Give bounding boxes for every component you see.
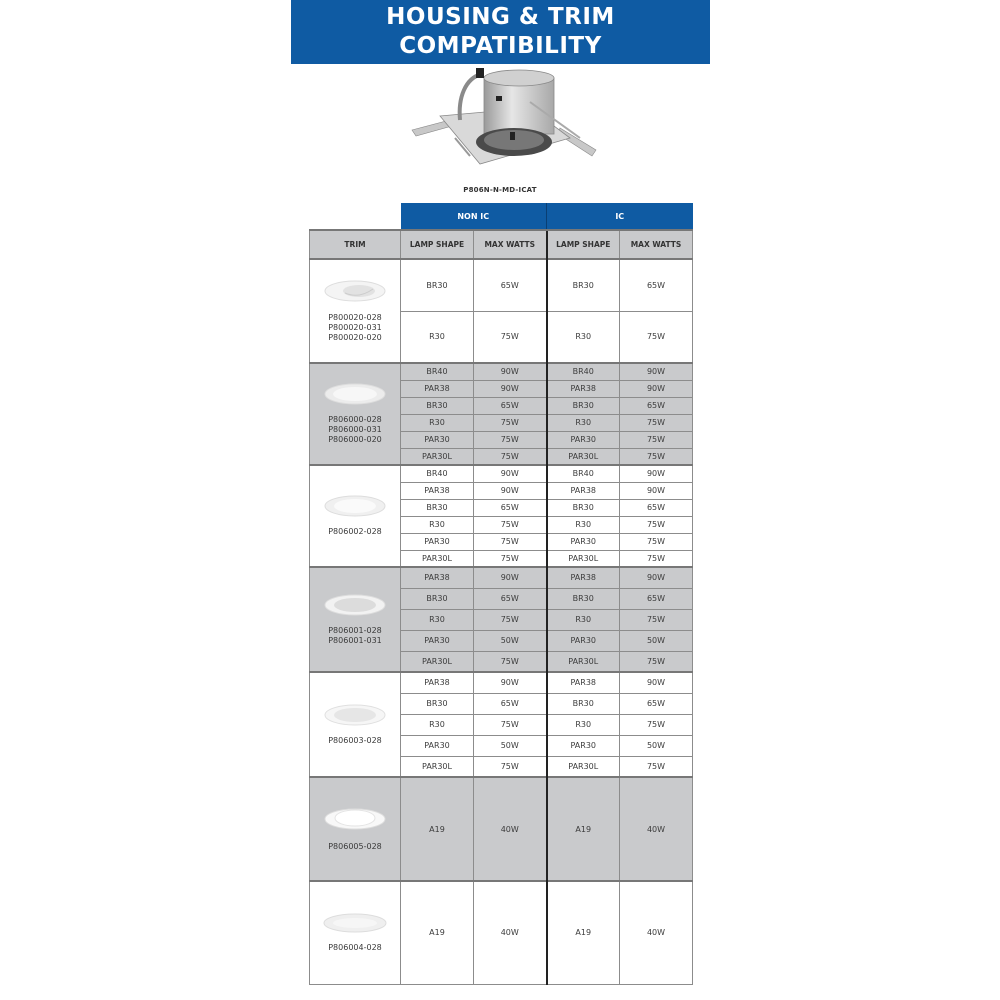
trim-model-number: P800020-028 — [328, 313, 382, 322]
trim-cell — [310, 777, 401, 881]
trim-model-number: P806002-028 — [328, 527, 382, 536]
non-ic-max-watts: 75W — [474, 516, 547, 533]
non-ic-max-watts: 90W — [474, 672, 547, 693]
trim-cell — [310, 363, 401, 465]
trim-model-number: P800020-031 — [328, 323, 382, 332]
non-ic-lamp-shape: BR30 — [401, 693, 474, 714]
non-ic-max-watts: 90W — [474, 363, 547, 380]
non-ic-max-watts: 75W — [474, 609, 547, 630]
title-line-2: COMPATIBILITY — [399, 33, 602, 59]
trim-cell — [310, 881, 401, 984]
non-ic-lamp-shape: BR40 — [401, 363, 474, 380]
non-ic-lamp-shape: BR30 — [401, 259, 474, 311]
ic-max-watts: 65W — [620, 499, 693, 516]
non-ic-lamp-shape: PAR38 — [401, 567, 474, 588]
non-ic-lamp-shape: PAR30 — [401, 735, 474, 756]
non-ic-max-watts: 75W — [474, 311, 547, 363]
non-ic-max-watts: 65W — [474, 693, 547, 714]
non-ic-lamp-shape: BR30 — [401, 397, 474, 414]
non-ic-lamp-shape: R30 — [401, 714, 474, 735]
ic-lamp-shape: A19 — [547, 881, 620, 984]
non-ic-max-watts: 65W — [474, 397, 547, 414]
trim-model-number: P806001-028 — [328, 625, 382, 635]
non-ic-lamp-shape: PAR30L — [401, 448, 474, 465]
ic-lamp-shape: BR40 — [547, 363, 620, 380]
trim-model-number: P806001-031 — [328, 635, 382, 645]
ic-max-watts: 75W — [620, 714, 693, 735]
trim-model-number: P806000-020 — [328, 435, 382, 444]
ic-lamp-shape: BR30 — [547, 397, 620, 414]
table-row — [310, 363, 693, 380]
ic-lamp-shape: PAR30L — [547, 550, 620, 567]
ic-max-watts: 50W — [620, 630, 693, 651]
table-row — [310, 567, 693, 588]
non-ic-lamp-shape: BR40 — [401, 465, 474, 482]
trim-cell — [310, 567, 401, 672]
trim-cell — [310, 259, 401, 363]
ic-max-watts: 90W — [620, 363, 693, 380]
ic-lamp-shape: PAR30 — [547, 533, 620, 550]
ic-lamp-shape: PAR30L — [547, 448, 620, 465]
non-ic-max-watts: 75W — [474, 550, 547, 567]
open-trim-icon — [323, 495, 387, 519]
non-ic-max-watts: 75W — [474, 448, 547, 465]
header-spacer — [310, 203, 401, 230]
non-ic-lamp-shape: PAR38 — [401, 380, 474, 397]
ic-max-watts: 75W — [620, 448, 693, 465]
non-ic-lamp-shape: A19 — [401, 881, 474, 984]
ic-lamp-shape: R30 — [547, 516, 620, 533]
non-ic-max-watts: 75W — [474, 431, 547, 448]
non-ic-max-watts: 90W — [474, 482, 547, 499]
ic-max-watts: 75W — [620, 550, 693, 567]
recessed-housing-icon — [410, 68, 600, 180]
cone-trim-icon — [323, 704, 387, 728]
ic-max-watts: 90W — [620, 567, 693, 588]
baffle-trim-icon — [323, 383, 387, 407]
ic-lamp-shape: PAR38 — [547, 482, 620, 499]
table-row — [310, 259, 693, 311]
ic-lamp-shape: A19 — [547, 777, 620, 881]
ic-lamp-shape: R30 — [547, 414, 620, 431]
ic-max-watts: 50W — [620, 735, 693, 756]
title-line-1: HOUSING & TRIM — [386, 4, 615, 30]
ic-max-watts: 65W — [620, 397, 693, 414]
ic-lamp-shape: R30 — [547, 311, 620, 363]
ic-max-watts: 75W — [620, 651, 693, 672]
non-ic-max-watts: 50W — [474, 630, 547, 651]
column-header-ic-lamp-shape: LAMP SHAPE — [547, 230, 620, 259]
non-ic-lamp-shape: PAR38 — [401, 482, 474, 499]
table-row — [310, 777, 693, 881]
non-ic-max-watts: 40W — [474, 881, 547, 984]
ic-max-watts: 40W — [620, 777, 693, 881]
ic-max-watts: 90W — [620, 672, 693, 693]
trim-cell — [310, 465, 401, 567]
non-ic-max-watts: 75W — [474, 756, 547, 777]
trim-model-number: P806000-028 — [328, 415, 382, 424]
non-ic-max-watts: 75W — [474, 414, 547, 431]
non-ic-max-watts: 50W — [474, 735, 547, 756]
ic-max-watts: 75W — [620, 756, 693, 777]
trim-cell — [310, 672, 401, 777]
non-ic-max-watts: 75W — [474, 651, 547, 672]
reflector-trim-icon — [323, 594, 387, 618]
dome-trim-icon — [323, 806, 387, 834]
non-ic-lamp-shape: PAR30L — [401, 550, 474, 567]
ic-lamp-shape: BR30 — [547, 588, 620, 609]
ic-lamp-shape: PAR38 — [547, 567, 620, 588]
ic-lamp-shape: PAR30L — [547, 756, 620, 777]
non-ic-max-watts: 90W — [474, 380, 547, 397]
ic-max-watts: 65W — [620, 259, 693, 311]
flat-lens-trim-icon — [323, 913, 387, 935]
ic-max-watts: 90W — [620, 482, 693, 499]
non-ic-lamp-shape: R30 — [401, 516, 474, 533]
non-ic-lamp-shape: R30 — [401, 414, 474, 431]
non-ic-max-watts: 75W — [474, 714, 547, 735]
ic-max-watts: 75W — [620, 516, 693, 533]
ic-max-watts: 75W — [620, 609, 693, 630]
column-header-non-ic-lamp-shape: LAMP SHAPE — [401, 230, 474, 259]
ic-max-watts: 90W — [620, 465, 693, 482]
ic-lamp-shape: BR40 — [547, 465, 620, 482]
non-ic-lamp-shape: A19 — [401, 777, 474, 881]
non-ic-lamp-shape: PAR38 — [401, 672, 474, 693]
ic-lamp-shape: PAR38 — [547, 380, 620, 397]
ic-lamp-shape: PAR30 — [547, 630, 620, 651]
non-ic-lamp-shape: PAR30L — [401, 756, 474, 777]
group-header-ic: IC — [547, 203, 693, 230]
non-ic-lamp-shape: BR30 — [401, 499, 474, 516]
title-banner — [291, 0, 710, 64]
non-ic-max-watts: 65W — [474, 499, 547, 516]
ic-max-watts: 75W — [620, 311, 693, 363]
eyeball-trim-icon — [323, 279, 387, 305]
non-ic-lamp-shape: PAR30L — [401, 651, 474, 672]
ic-lamp-shape: PAR30L — [547, 651, 620, 672]
column-header-trim: TRIM — [310, 230, 401, 259]
non-ic-max-watts: 75W — [474, 533, 547, 550]
compatibility-table — [309, 203, 693, 985]
non-ic-lamp-shape: R30 — [401, 311, 474, 363]
ic-max-watts: 75W — [620, 414, 693, 431]
trim-model-number: P806000-031 — [328, 425, 382, 434]
ic-lamp-shape: PAR38 — [547, 672, 620, 693]
group-header-non-ic: NON IC — [401, 203, 547, 230]
non-ic-lamp-shape: R30 — [401, 609, 474, 630]
non-ic-max-watts: 65W — [474, 588, 547, 609]
trim-model-number: P806004-028 — [328, 942, 382, 952]
ic-lamp-shape: PAR30 — [547, 735, 620, 756]
ic-lamp-shape: R30 — [547, 609, 620, 630]
non-ic-max-watts: 90W — [474, 465, 547, 482]
table-row — [310, 672, 693, 693]
ic-lamp-shape: BR30 — [547, 259, 620, 311]
non-ic-lamp-shape: BR30 — [401, 588, 474, 609]
column-header-non-ic-max-watts: MAX WATTS — [474, 230, 547, 259]
table-row — [310, 465, 693, 482]
trim-model-number: P800020-020 — [328, 333, 382, 342]
non-ic-max-watts: 40W — [474, 777, 547, 881]
ic-lamp-shape: BR30 — [547, 693, 620, 714]
non-ic-max-watts: 90W — [474, 567, 547, 588]
non-ic-lamp-shape: PAR30 — [401, 630, 474, 651]
non-ic-max-watts: 65W — [474, 259, 547, 311]
non-ic-lamp-shape: PAR30 — [401, 533, 474, 550]
ic-max-watts: 65W — [620, 588, 693, 609]
trim-model-number: P806005-028 — [328, 842, 382, 851]
trim-model-number: P806003-028 — [328, 735, 382, 745]
column-header-ic-max-watts: MAX WATTS — [620, 230, 693, 259]
ic-lamp-shape: R30 — [547, 714, 620, 735]
ic-max-watts: 65W — [620, 693, 693, 714]
non-ic-lamp-shape: PAR30 — [401, 431, 474, 448]
ic-max-watts: 90W — [620, 380, 693, 397]
ic-max-watts: 75W — [620, 431, 693, 448]
housing-model-label: P806N-N-MD-ICAT — [463, 186, 537, 194]
ic-lamp-shape: PAR30 — [547, 431, 620, 448]
ic-lamp-shape: BR30 — [547, 499, 620, 516]
ic-max-watts: 75W — [620, 533, 693, 550]
table-row — [310, 881, 693, 984]
ic-max-watts: 40W — [620, 881, 693, 984]
